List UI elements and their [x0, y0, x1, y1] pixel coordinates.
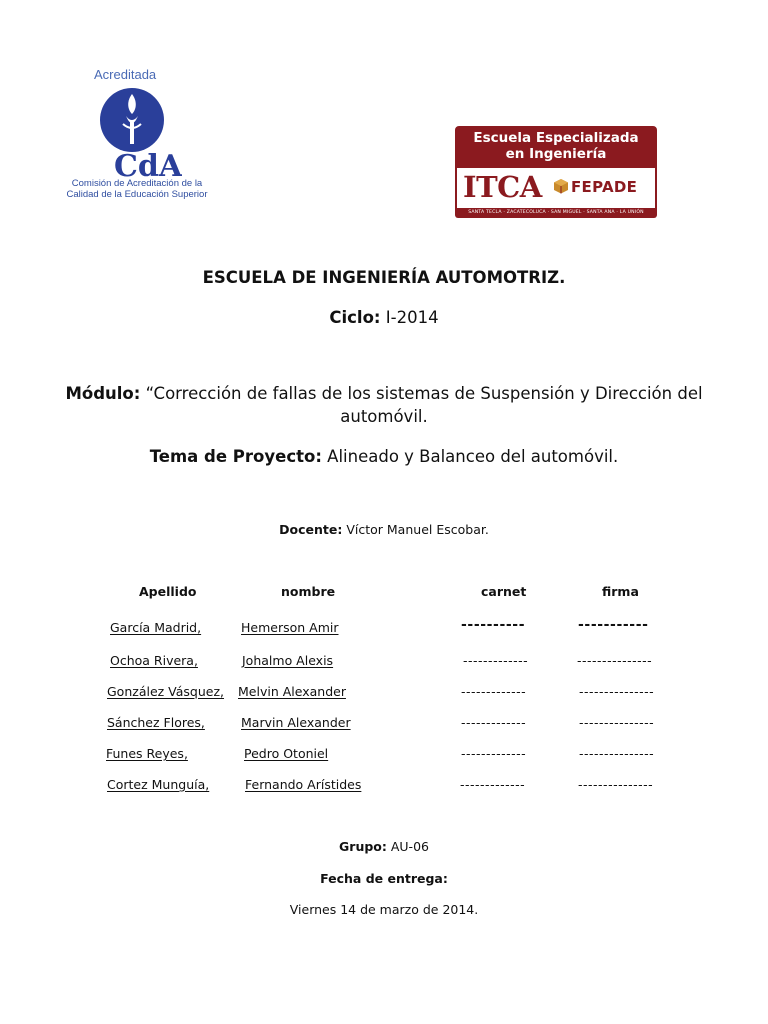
module-value: “Corrección de fallas de los sistemas de Suspensión y Dirección del automóvil.: [145, 384, 703, 426]
cda-accredited-label: Acreditada: [94, 67, 157, 82]
firma-cell: -----------: [578, 617, 649, 633]
cda-accreditation-logo: [52, 64, 222, 214]
docente-label: Docente:: [279, 522, 343, 537]
apellido-cell: Cortez Munguía,: [107, 777, 210, 792]
apellido-cell: García Madrid,: [110, 620, 202, 635]
itca-band-line-1: Escuela Especializada: [473, 130, 639, 146]
cycle-label: Ciclo:: [329, 308, 381, 327]
apellido-cell: Sánchez Flores,: [107, 715, 205, 730]
firma-cell: ---------------: [578, 777, 654, 792]
nombre-cell: Johalmo Alexis: [242, 653, 334, 668]
fepade-box-icon: [553, 178, 569, 194]
nombre-cell: Fernando Arístides: [245, 777, 362, 792]
header-firma: firma: [602, 584, 639, 599]
itca-band-line-2: en Ingeniería: [505, 146, 607, 162]
module-line: [50, 382, 718, 428]
itca-wordmark: ITCA: [463, 170, 542, 204]
carnet-cell: -------------: [463, 653, 529, 668]
firma-cell: ---------------: [577, 653, 653, 668]
cycle-value: I-2014: [385, 308, 439, 327]
cda-caption-line-2: Calidad de la Educación Superior: [66, 189, 208, 200]
carnet-cell: -------------: [461, 715, 527, 730]
firma-cell: ---------------: [579, 715, 655, 730]
fecha-label: Fecha de entrega:: [320, 871, 448, 886]
nombre-cell: Pedro Otoniel: [244, 746, 329, 761]
topic-value: Alineado y Balanceo del automóvil.: [327, 447, 619, 466]
carnet-cell: -------------: [461, 684, 527, 699]
topic-label: Tema de Proyecto:: [149, 447, 322, 466]
itca-logo-footer: SANTA TECLA · ZACATECOLUCA · SAN MIGUEL · SANTA ANA · LA UNIÓN: [455, 208, 657, 218]
itca-fepade-logo: [455, 126, 657, 218]
cycle-line: [0, 308, 768, 327]
grupo-value: AU-06: [390, 839, 429, 854]
cda-monogram: CdA: [114, 149, 182, 180]
apellido-cell: González Vásquez,: [107, 684, 225, 699]
carnet-cell: ----------: [461, 617, 526, 633]
firma-cell: ---------------: [579, 684, 655, 699]
fecha-value: Viernes 14 de marzo de 2014.: [289, 902, 479, 917]
header-nombre: nombre: [281, 584, 336, 599]
apellido-cell: Ochoa Rivera,: [110, 653, 198, 668]
apellido-cell: Funes Reyes,: [106, 746, 188, 761]
carnet-cell: -------------: [461, 746, 527, 761]
header-carnet: carnet: [481, 584, 527, 599]
itca-logo-middle: [455, 168, 657, 208]
school-title: ESCUELA DE INGENIERÍA AUTOMOTRIZ.: [202, 268, 566, 287]
carnet-cell: -------------: [460, 777, 526, 792]
topic-line: [0, 447, 768, 466]
nombre-cell: Hemerson Amir: [241, 620, 339, 635]
docente-line: [0, 522, 768, 537]
nombre-cell: Melvin Alexander: [238, 684, 346, 699]
cda-emblem-icon: [92, 80, 182, 180]
nombre-cell: Marvin Alexander: [241, 715, 351, 730]
module-label: Módulo:: [65, 384, 141, 403]
docente-value: Víctor Manuel Escobar.: [346, 522, 489, 537]
header-apellido: Apellido: [139, 584, 197, 599]
grupo-label: Grupo:: [339, 839, 387, 854]
grupo-line: [0, 839, 768, 854]
cda-caption-line-1: Comisión de Acreditación de la: [71, 178, 203, 189]
firma-cell: ---------------: [579, 746, 655, 761]
itca-logo-band: [455, 126, 657, 168]
cda-caption: [54, 178, 220, 200]
fepade-wordmark: FEPADE: [571, 178, 638, 196]
